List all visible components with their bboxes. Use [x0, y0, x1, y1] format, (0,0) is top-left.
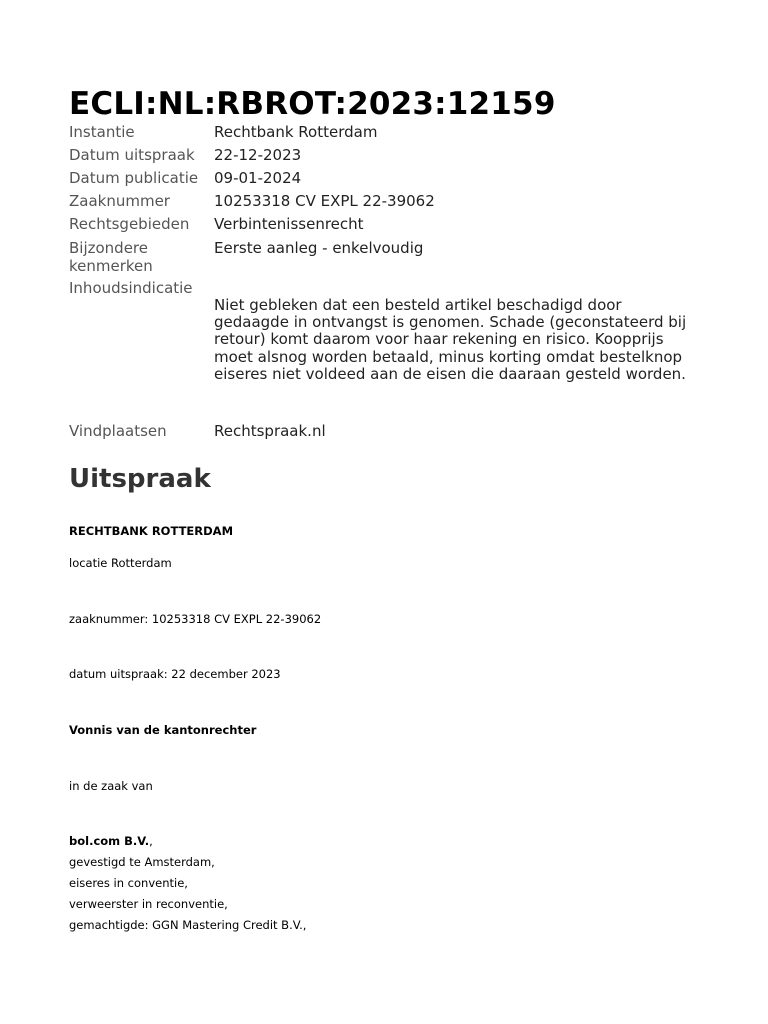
party-name-line: [69, 834, 153, 848]
meta-value: 09-01-2024: [214, 169, 302, 187]
meta-label: Inhoudsindicatie: [69, 279, 193, 297]
party-name: bol.com B.V.: [69, 834, 150, 848]
inhoudsindicatie-text: Niet gebleken dat een besteld artikel beschadigd door gedaagde in ontvangst is genomen. Schade (geconstateerd bij retour) komt daarom voor haar rekening en risico. Koopprijs moet alsnog worden betaald, minus korting omdat bestelknop eiseres niet voldeed aan de eisen die daaraan gesteld worden.: [214, 296, 687, 383]
meta-value: Rechtbank Rotterdam: [214, 123, 378, 141]
meta-value: Eerste aanleg - enkelvoudig: [214, 239, 424, 257]
meta-label: Bijzondere kenmerken: [69, 239, 153, 275]
judgment-type: Vonnis van de kantonrechter: [69, 723, 257, 737]
section-heading-uitspraak: Uitspraak: [69, 464, 211, 494]
party-detail-line: eiseres in conventie,: [69, 876, 188, 890]
party-detail-line: gevestigd te Amsterdam,: [69, 855, 215, 869]
meta-label: Vindplaatsen: [69, 422, 167, 440]
meta-label: Datum uitspraak: [69, 146, 195, 164]
ecli-title: ECLI:NL:RBROT:2023:12159: [69, 86, 556, 122]
judgment-date: datum uitspraak: 22 december 2023: [69, 667, 281, 681]
in-case-of: in de zaak van: [69, 779, 153, 793]
party-detail-line: gemachtigde: GGN Mastering Credit B.V.,: [69, 918, 307, 932]
meta-label: Datum publicatie: [69, 169, 199, 187]
meta-value: 22-12-2023: [214, 146, 302, 164]
party-detail-line: verweerster in reconventie,: [69, 897, 228, 911]
meta-value: 10253318 CV EXPL 22-39062: [214, 192, 435, 210]
meta-label: Zaaknummer: [69, 192, 170, 210]
meta-label: Instantie: [69, 123, 135, 141]
court-name: RECHTBANK ROTTERDAM: [69, 524, 234, 538]
case-number: zaaknummer: 10253318 CV EXPL 22-39062: [69, 612, 322, 626]
meta-value: Rechtspraak.nl: [214, 422, 326, 440]
meta-label: Rechtsgebieden: [69, 215, 190, 233]
meta-value: Verbintenissenrecht: [214, 215, 364, 233]
court-location: locatie Rotterdam: [69, 556, 172, 570]
party-name-suffix: ,: [149, 834, 153, 848]
